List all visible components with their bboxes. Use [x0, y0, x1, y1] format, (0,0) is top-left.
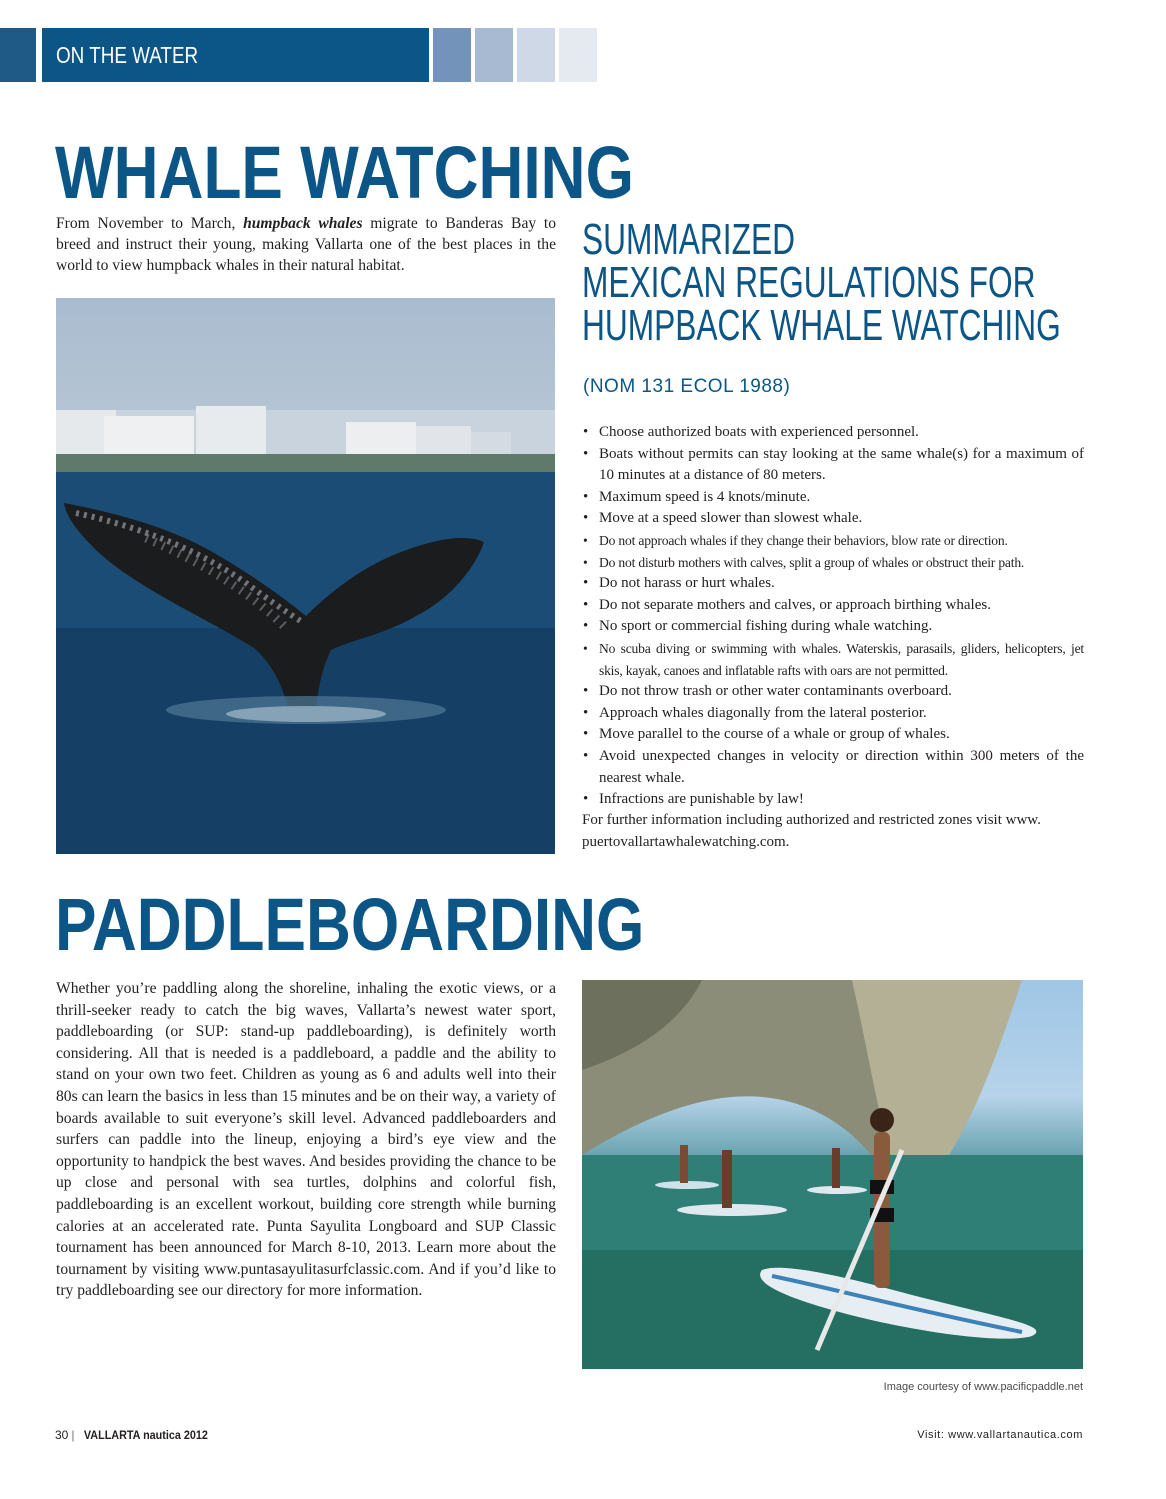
paddleboard-photo — [582, 980, 1083, 1369]
list-item: • No sport or commercial fishing during whale watching. — [582, 616, 1084, 638]
list-item: • Move parallel to the course of a whale or group of whales. — [582, 724, 1084, 746]
footer-left — [55, 1428, 215, 1442]
header-band-left — [0, 28, 36, 82]
whale-tail-photo — [56, 298, 555, 854]
paddleboarding-title: PADDLEBOARDING — [55, 883, 645, 966]
header-square-3 — [517, 28, 555, 82]
list-item: • Choose authorized boats with experienced personnel. — [582, 422, 1084, 444]
list-item: • Move at a speed slower than slowest whale. — [582, 508, 1084, 530]
list-item: • Do not throw trash or other water contaminants overboard. — [582, 681, 1084, 703]
regulations-title-line: SUMMARIZED — [582, 215, 795, 264]
publication-name: VALLARTA nautica 2012 — [84, 1428, 209, 1442]
regulations-title-line: HUMPBACK WHALE WATCHING — [582, 301, 1061, 350]
list-item: • Do not disturb mothers with calves, split a group of whales or obstruct their path. — [582, 552, 1084, 574]
list-item: • Maximum speed is 4 knots/minute. — [582, 487, 1084, 509]
whale-watching-title: WHALE WATCHING — [55, 131, 634, 214]
regulations-subtitle: (NOM 131 ECOL 1988) — [583, 376, 791, 397]
list-item: • Approach whales diagonally from the lateral posterior. — [582, 703, 1084, 725]
page-number: 30 — [55, 1428, 69, 1442]
list-item: • Do not separate mothers and calves, or approach birthing whales. — [582, 595, 1084, 617]
list-item: • Avoid unexpected changes in velocity or direction within 300 meters of the nearest whale. — [582, 746, 1084, 789]
footer-visit-link[interactable]: Visit: www.vallartanautica.com — [917, 1429, 1083, 1441]
section-label: ON THE WATER — [56, 42, 199, 68]
list-item: • No scuba diving or swimming with whales. Waterskis, parasails, gliders, helicopters, jet skis, kayak, canoes and inflatable rafts with oars are not permitted. — [582, 638, 1084, 681]
header-square-1 — [433, 28, 471, 82]
photo-caption: Image courtesy of www.pacificpaddle.net — [883, 1381, 1083, 1393]
list-item: • Boats without permits can stay looking at the same whale(s) for a maximum of 10 minutes at a distance of 80 meters. — [582, 444, 1084, 487]
whale-tail-illustration — [56, 298, 555, 854]
intro-emphasis: humpback whales — [243, 215, 363, 232]
header-square-2 — [475, 28, 513, 82]
footer-separator: | — [71, 1428, 75, 1442]
regulations-title-line: MEXICAN REGULATIONS FOR — [582, 258, 1036, 307]
list-item: • Infractions are punishable by law! — [582, 789, 1084, 811]
regulations-title — [582, 215, 1061, 350]
regulations-list — [582, 422, 1084, 811]
header-square-4 — [559, 28, 597, 82]
list-item: • Do not approach whales if they change their behaviors, blow rate or direction. — [582, 530, 1084, 552]
paddleboarding-body: Whether you’re paddling along the shoreline, inhaling the exotic views, or a thrill-seeker ready to catch the big waves, Vallarta’s newest water sport, paddleboarding (or SUP: stand-up paddleboarding), is definitely worth considering. All that is needed is a paddleboard, a paddle and the ability to stand on your own two feet. Children as young as 6 and adults well into their 80s can learn the basics in less than 15 minutes and be on their way, a variety of boards available to suit everyone’s skill level. Advanced paddleboarders and surfers can paddle into the lineup, enjoying a bird’s eye view and the opportunity to handpick the best waves. And besides providing the chance to be up close and personal with sea turtles, dolphins and colorful fish, paddleboarding is an excellent workout, building core strength while burning calories at an accelerated rate. Punta Sayulita Longboard and SUP Classic tournament has been announced for March 8-10, 2013. Learn more about the tournament by visiting www.puntasayulitasurfclassic.com. And if you’d like to try paddleboarding see our directory for more information. — [56, 980, 556, 1300]
whale-intro: From November to March, humpback whales migrate to Banderas Bay to breed and instruct their young, making Vallarta one of the best places in the world to view humpback whales in their natural habitat. — [56, 215, 556, 274]
list-item: • Do not harass or hurt whales. — [582, 573, 1084, 595]
paddleboard-illustration — [582, 980, 1083, 1369]
further-info: For further information including authorized and restricted zones visit www. puertovallartawhalewatching.com. — [582, 812, 1041, 850]
